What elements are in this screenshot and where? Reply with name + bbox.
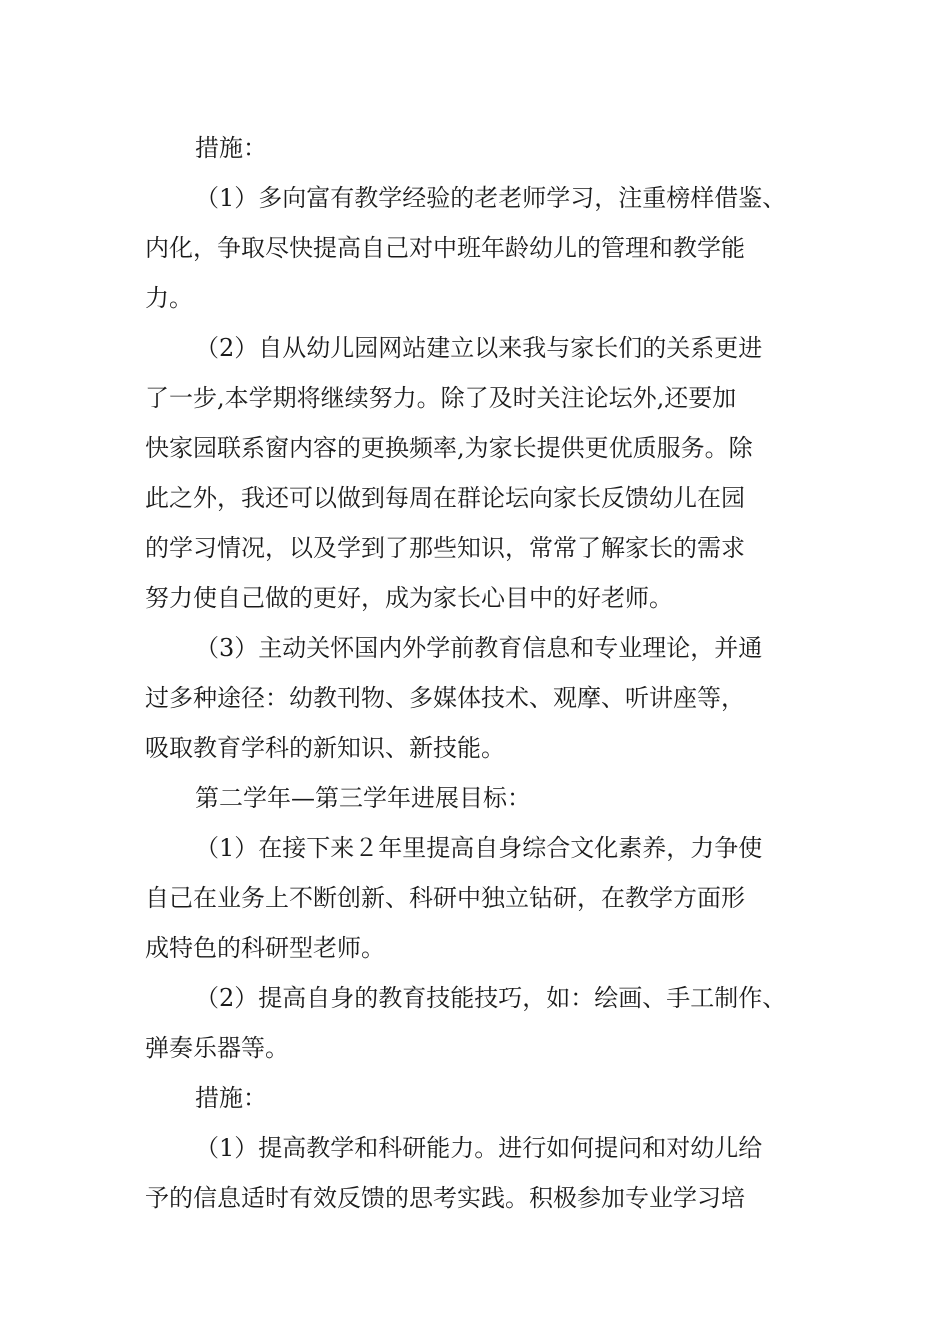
paragraph-line: （1）提高教学和科研能力。进行如何提问和对幼儿给 — [195, 1134, 763, 1162]
paragraph-line: 了一步,本学期将继续努力。除了及时关注论坛外,还要加 — [145, 384, 737, 412]
paragraph-line: 的学习情况，以及学到了那些知识，常常了解家长的需求 — [145, 534, 745, 562]
paragraph-line: 力。 — [145, 284, 193, 312]
paragraph-line: （3）主动关怀国内外学前教育信息和专业理论，并通 — [195, 634, 763, 662]
paragraph-line: （2）自从幼儿园网站建立以来我与家长们的关系更进 — [195, 334, 763, 362]
paragraph-line: 吸取教育学科的新知识、新技能。 — [145, 734, 505, 762]
paragraph-line: 成特色的科研型老师。 — [145, 934, 385, 962]
paragraph-line: （2）提高自身的教育技能技巧，如：绘画、手工制作、 — [195, 984, 787, 1012]
paragraph-line: 过多种途径：幼教刊物、多媒体技术、观摩、听讲座等， — [145, 684, 745, 712]
paragraph-line: 努力使自己做的更好，成为家长心目中的好老师。 — [145, 584, 673, 612]
heading-goals: 第二学年—第三学年进展目标： — [195, 784, 531, 812]
paragraph-line: 自己在业务上不断创新、科研中独立钻研，在教学方面形 — [145, 884, 745, 912]
heading-measures: 措施： — [195, 1084, 267, 1112]
paragraph-line: 弹奏乐器等。 — [145, 1034, 289, 1062]
paragraph-line: 此之外，我还可以做到每周在群论坛向家长反馈幼儿在园 — [145, 484, 745, 512]
paragraph-line: （1）多向富有教学经验的老老师学习，注重榜样借鉴、 — [195, 184, 787, 212]
paragraph-line: （1）在接下来２年里提高自身综合文化素养，力争使 — [195, 834, 763, 862]
paragraph-line: 内化，争取尽快提高自己对中班年龄幼儿的管理和教学能 — [145, 234, 745, 262]
paragraph-line: 快家园联系窗内容的更换频率,为家长提供更优质服务。除 — [145, 434, 753, 462]
paragraph-line: 予的信息适时有效反馈的思考实践。积极参加专业学习培 — [145, 1184, 745, 1212]
heading-measures: 措施： — [195, 134, 267, 162]
